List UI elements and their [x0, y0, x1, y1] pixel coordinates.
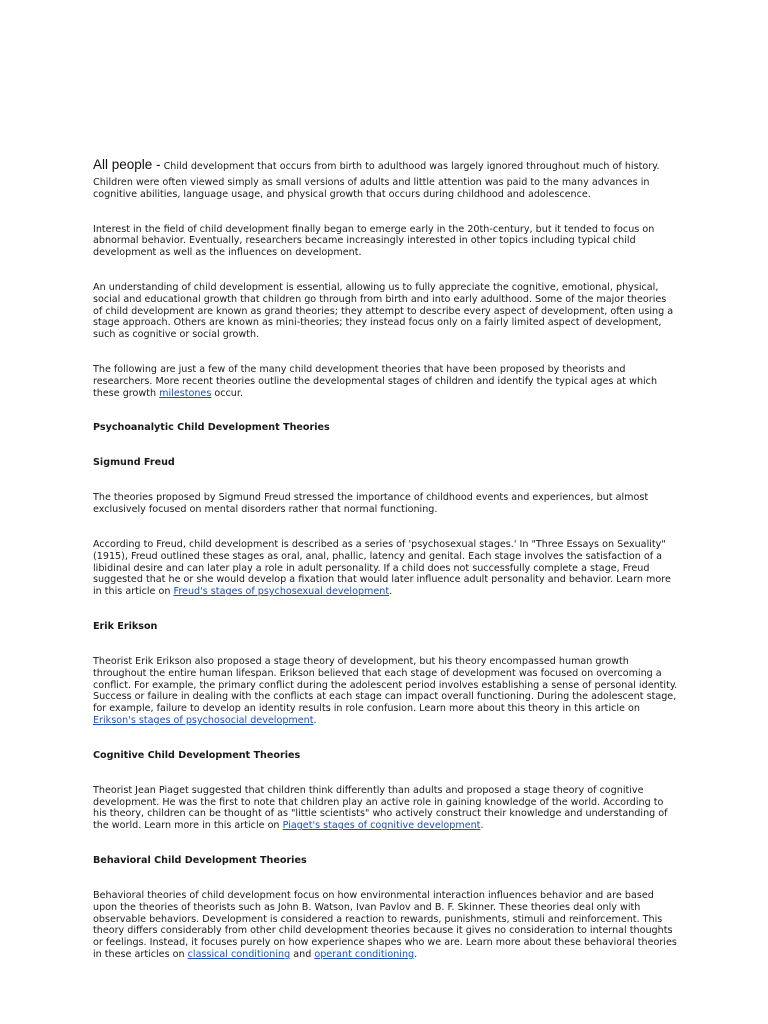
paragraph-freud-stages: [93, 539, 678, 598]
document-page: [93, 158, 678, 961]
intro-line1: Child development that occurs from birth to adulthood was largely ignored throughout much of history.: [160, 161, 660, 172]
overview-text: The following are just a few of the many child development theories that have been proposed by theorists and researchers. More recent theories outline the developmental stages of children and identify the typical ages at which these growth: [93, 363, 658, 399]
operant-conditioning-link[interactable]: operant conditioning: [314, 948, 415, 960]
piaget-text-end: .: [480, 820, 484, 832]
heading-freud: Sigmund Freud: [93, 457, 175, 469]
behavioral-text-end: .: [414, 948, 418, 960]
heading-erikson: Erik Erikson: [93, 620, 158, 632]
paragraph-interest: Interest in the field of child development finally began to emerge early in the 20th-century, but it tended to focus on abnormal behavior. Eventually, researchers became increasingly interested in other topics including typical child development as well as the influences on development.: [93, 223, 655, 259]
intro-paragraph: [93, 158, 678, 174]
heading-cognitive: Cognitive Child Development Theories: [93, 749, 301, 761]
milestones-link[interactable]: milestones: [159, 387, 212, 399]
paragraph-piaget: [93, 785, 678, 832]
paragraph-theories-overview: [93, 364, 678, 399]
intro-title: All people -: [93, 157, 161, 172]
classical-conditioning-link[interactable]: classical conditioning: [187, 948, 291, 960]
piaget-text: Theorist Jean Piaget suggested that children think differently than adults and proposed a stage theory of cognitive development. He was the first to note that children play an active role in gaining knowledge of the world. According to his theory, children can be thought of as "little scientists" who actively construct their knowledge and understanding of the world. Learn more in this article on: [93, 784, 668, 832]
piaget-stages-link[interactable]: Piaget's stages of cognitive development: [282, 820, 481, 832]
paragraph-erikson: [93, 656, 678, 727]
heading-behavioral: Behavioral Child Development Theories: [93, 854, 307, 866]
paragraph-understanding: An understanding of child development is essential, allowing us to fully appreciate the cognitive, emotional, physical, social and educational growth that children go through from birth and into early adulthood. Some of the major theories of child development are known as grand theories; they attempt to describe every aspect of development, often using a stage approach. Others are known as mini-theories; they instead focus only on a fairly limited aspect of development, such as cognitive or social growth.: [93, 281, 674, 341]
paragraph-freud-intro: The theories proposed by Sigmund Freud stressed the importance of childhood events and experiences, but almost exclusively focused on mental disorders rather that normal functioning.: [93, 492, 649, 516]
freud-stages-link[interactable]: Freud's stages of psychosexual development: [173, 586, 390, 598]
heading-psychoanalytic: Psychoanalytic Child Development Theories: [93, 422, 330, 434]
freud-stages-text: According to Freud, child development is described as a series of 'psychosexual stages.' In "Three Essays on Sexuality" (1915), Freud outlined these stages as oral, anal, phallic, latency and genital. Each stage involves the satisfaction of a libidinal desire and can later play a role in adult personality. If a child does not successfully complete a stage, Freud suggested that he or she would develop a fixation that would later influence adult personality and behavior. Learn more in this article on: [93, 538, 671, 598]
behavioral-text-mid: and: [290, 948, 315, 960]
intro-rest: Children were often viewed simply as small versions of adults and little attention was paid to the many advances in cognitive abilities, language usage, and physical growth that occurs during childhood and adolescence.: [93, 177, 650, 200]
erikson-text: Theorist Erik Erikson also proposed a stage theory of development, but his theory encompassed human growth throughout the entire human lifespan. Erikson believed that each stage of development was focused on overcoming a conflict. For example, the primary conflict during the adolescent period involves establishing a sense of personal identity. Success or failure in dealing with the conflicts at each stage can impact overall functioning. During the adolescent stage, for example, failure to develop an identity results in role confusion. Learn more about this theory in this article on: [93, 655, 678, 715]
overview-text-end: occur.: [211, 387, 244, 399]
freud-stages-text-end: .: [389, 586, 393, 598]
paragraph-behavioral: [93, 890, 678, 961]
erikson-stages-link[interactable]: Erikson's stages of psychosocial development: [93, 714, 314, 726]
erikson-text-end: .: [313, 714, 317, 726]
behavioral-text: Behavioral theories of child development focus on how environmental interaction influences behavior and are based upon the theories of theorists such as John B. Watson, Ivan Pavlov and B. F. Skinner. These theories deal only with observable behaviors. Development is considered a reaction to rewards, punishments, stimuli and reinforcement. This theory differs considerably from other child development theories because it gives no consideration to internal thoughts or feelings. Instead, it focuses purely on how experience shapes who we are. Learn more about these behavioral theories in these articles on: [93, 889, 677, 960]
